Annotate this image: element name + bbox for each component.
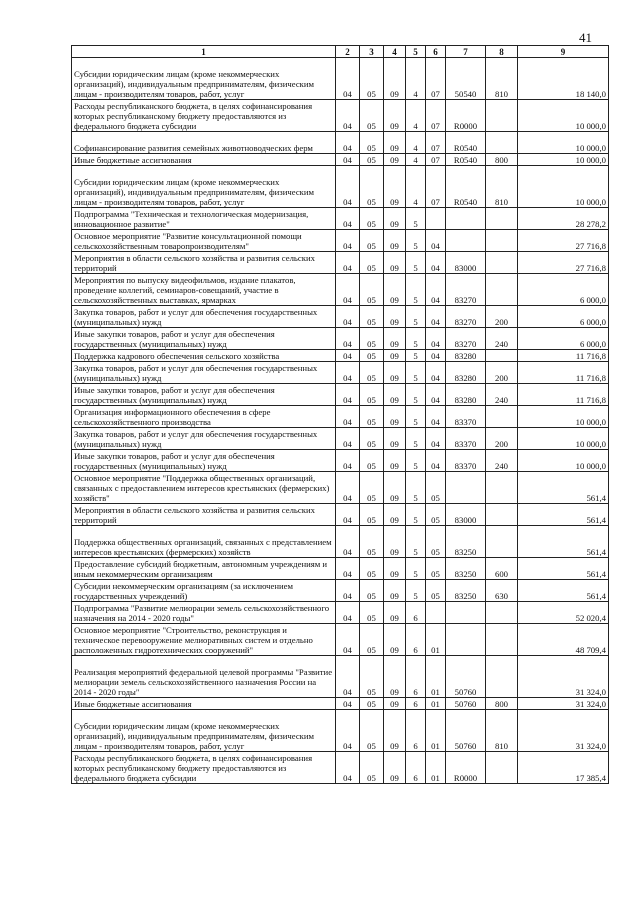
code-cell: 09	[384, 166, 406, 208]
code-cell: 04	[336, 698, 360, 710]
amount-cell: 28 278,2	[518, 208, 609, 230]
column-header: 5	[406, 46, 426, 58]
table-row	[72, 384, 609, 406]
code-cell: 01	[426, 698, 446, 710]
code-cell: 04	[336, 100, 360, 132]
code-cell: 05	[360, 558, 384, 580]
code-cell	[486, 406, 518, 428]
amount-cell: 18 140,0	[518, 58, 609, 100]
code-cell: 09	[384, 154, 406, 166]
row-name-cell: Поддержка кадрового обеспечения сельского хозяйства	[72, 350, 336, 362]
column-header: 4	[384, 46, 406, 58]
table-row	[72, 350, 609, 362]
row-name-cell: Иные закупки товаров, работ и услуг для обеспечения государственных (муниципальных) нужд	[72, 384, 336, 406]
code-cell: 5	[406, 362, 426, 384]
code-cell: 04	[336, 154, 360, 166]
code-cell: 04	[336, 132, 360, 154]
code-cell: 05	[360, 362, 384, 384]
row-name-cell: Субсидии юридическим лицам (кроме некоммерческих организаций), индивидуальным предпринимателям, физическим лицам - производителям товаров, работ, услуг	[72, 166, 336, 208]
code-cell: 05	[360, 710, 384, 752]
amount-cell: 561,4	[518, 504, 609, 526]
code-cell: 05	[360, 58, 384, 100]
column-header: 1	[72, 46, 336, 58]
code-cell: 09	[384, 602, 406, 624]
code-cell: R0540	[446, 166, 486, 208]
code-cell: 04	[336, 406, 360, 428]
code-cell: 04	[336, 450, 360, 472]
code-cell: 09	[384, 450, 406, 472]
table-row	[72, 624, 609, 656]
code-cell: 5	[406, 230, 426, 252]
code-cell: 04	[426, 362, 446, 384]
code-cell: 09	[384, 428, 406, 450]
amount-cell: 10 000,0	[518, 166, 609, 208]
table-row	[72, 132, 609, 154]
code-cell: 810	[486, 166, 518, 208]
table-row	[72, 710, 609, 752]
code-cell: 83000	[446, 252, 486, 274]
code-cell: 83270	[446, 274, 486, 306]
amount-cell: 10 000,0	[518, 428, 609, 450]
code-cell	[486, 230, 518, 252]
code-cell: 5	[406, 208, 426, 230]
table-row	[72, 428, 609, 450]
code-cell: 6	[406, 624, 426, 656]
code-cell: 5	[406, 252, 426, 274]
code-cell: 05	[360, 154, 384, 166]
row-name-cell: Субсидии юридическим лицам (кроме некоммерческих организаций), индивидуальным предпринимателям, физическим лицам - производителям товаров, работ, услуг	[72, 710, 336, 752]
amount-cell: 31 324,0	[518, 656, 609, 698]
row-name-cell: Подпрограмма "Развитие мелиорации земель сельскохозяйственного назначения на 2014 - 2020 годы"	[72, 602, 336, 624]
code-cell: 04	[426, 252, 446, 274]
table-row	[72, 100, 609, 132]
code-cell: 83370	[446, 450, 486, 472]
code-cell: 09	[384, 526, 406, 558]
code-cell: 5	[406, 350, 426, 362]
table-row	[72, 504, 609, 526]
code-cell: 05	[360, 698, 384, 710]
code-cell: 04	[426, 230, 446, 252]
table-header-row	[72, 46, 609, 58]
column-header: 2	[336, 46, 360, 58]
amount-cell: 10 000,0	[518, 100, 609, 132]
code-cell: 05	[360, 328, 384, 350]
code-cell: 05	[360, 230, 384, 252]
code-cell: 04	[336, 504, 360, 526]
code-cell: 4	[406, 58, 426, 100]
code-cell	[486, 252, 518, 274]
code-cell: 800	[486, 154, 518, 166]
code-cell: R0000	[446, 100, 486, 132]
table-row	[72, 752, 609, 784]
code-cell: 04	[426, 306, 446, 328]
code-cell: 50760	[446, 710, 486, 752]
budget-table	[71, 45, 609, 784]
code-cell: 05	[426, 472, 446, 504]
code-cell: 200	[486, 362, 518, 384]
code-cell: 04	[336, 526, 360, 558]
code-cell: 600	[486, 558, 518, 580]
code-cell: 04	[336, 428, 360, 450]
code-cell: 05	[426, 526, 446, 558]
code-cell: 240	[486, 328, 518, 350]
code-cell	[486, 624, 518, 656]
table-row	[72, 526, 609, 558]
table-row	[72, 154, 609, 166]
code-cell: 07	[426, 154, 446, 166]
row-name-cell: Субсидии некоммерческим организациям (за исключением государственных учреждений)	[72, 580, 336, 602]
code-cell: 05	[360, 450, 384, 472]
code-cell: 04	[336, 252, 360, 274]
code-cell: 5	[406, 406, 426, 428]
table-row	[72, 306, 609, 328]
code-cell: 5	[406, 504, 426, 526]
code-cell: 04	[336, 208, 360, 230]
code-cell: 09	[384, 752, 406, 784]
code-cell: 05	[360, 406, 384, 428]
code-cell: 83280	[446, 384, 486, 406]
code-cell: 83370	[446, 428, 486, 450]
code-cell: 6	[406, 752, 426, 784]
table-row	[72, 450, 609, 472]
code-cell: 6	[406, 656, 426, 698]
code-cell: 6	[406, 698, 426, 710]
code-cell: 05	[360, 384, 384, 406]
amount-cell: 31 324,0	[518, 710, 609, 752]
code-cell: 4	[406, 166, 426, 208]
code-cell: 09	[384, 504, 406, 526]
code-cell: 50760	[446, 698, 486, 710]
code-cell: 04	[336, 624, 360, 656]
code-cell: 05	[360, 526, 384, 558]
column-header: 6	[426, 46, 446, 58]
table-row	[72, 580, 609, 602]
code-cell: 09	[384, 58, 406, 100]
code-cell: 5	[406, 526, 426, 558]
row-name-cell: Основное мероприятие "Поддержка общественных организаций, связанных с предоставлением интересов крестьянских (фермерских) хозяйств"	[72, 472, 336, 504]
code-cell: 04	[336, 306, 360, 328]
code-cell: 09	[384, 656, 406, 698]
row-name-cell: Расходы республиканского бюджета, в целях софинансирования которых республиканскому бюджету предоставляются из федерального бюджета субсидии	[72, 752, 336, 784]
code-cell: 04	[426, 328, 446, 350]
code-cell: 5	[406, 328, 426, 350]
amount-cell: 48 709,4	[518, 624, 609, 656]
code-cell: 04	[426, 350, 446, 362]
row-name-cell: Иные бюджетные ассигнования	[72, 154, 336, 166]
code-cell: 83270	[446, 306, 486, 328]
row-name-cell: Иные бюджетные ассигнования	[72, 698, 336, 710]
code-cell: 05	[360, 208, 384, 230]
code-cell	[486, 656, 518, 698]
code-cell: 04	[336, 752, 360, 784]
code-cell: 5	[406, 306, 426, 328]
table-row	[72, 558, 609, 580]
table-row	[72, 656, 609, 698]
table-row	[72, 230, 609, 252]
code-cell: 04	[426, 450, 446, 472]
code-cell: 09	[384, 624, 406, 656]
code-cell: 83250	[446, 580, 486, 602]
table-row	[72, 252, 609, 274]
code-cell: 04	[336, 58, 360, 100]
code-cell	[486, 100, 518, 132]
code-cell: 05	[360, 350, 384, 362]
code-cell: 5	[406, 274, 426, 306]
code-cell: 09	[384, 132, 406, 154]
table-row	[72, 472, 609, 504]
row-name-cell: Поддержка общественных организаций, связанных с представлением интересов крестьянских (фермерских) хозяйств	[72, 526, 336, 558]
row-name-cell: Субсидии юридическим лицам (кроме некоммерческих организаций), индивидуальным предпринимателям, физическим лицам - производителям товаров, работ, услуг	[72, 58, 336, 100]
code-cell: 09	[384, 384, 406, 406]
code-cell: 04	[336, 558, 360, 580]
code-cell: 07	[426, 132, 446, 154]
code-cell: 04	[336, 350, 360, 362]
row-name-cell: Подпрограмма "Техническая и технологическая модернизация, инновационное развитие"	[72, 208, 336, 230]
code-cell: 5	[406, 472, 426, 504]
code-cell: 810	[486, 710, 518, 752]
code-cell: 5	[406, 580, 426, 602]
code-cell: 83250	[446, 526, 486, 558]
code-cell: 4	[406, 100, 426, 132]
code-cell: 05	[360, 306, 384, 328]
code-cell: 05	[360, 624, 384, 656]
code-cell: 04	[336, 362, 360, 384]
code-cell: 5	[406, 428, 426, 450]
row-name-cell: Закупка товаров, работ и услуг для обеспечения государственных (муниципальных) нужд	[72, 428, 336, 450]
code-cell: 4	[406, 132, 426, 154]
code-cell: 240	[486, 384, 518, 406]
amount-cell: 10 000,0	[518, 406, 609, 428]
code-cell: R0540	[446, 154, 486, 166]
table-row	[72, 274, 609, 306]
code-cell: 05	[360, 472, 384, 504]
amount-cell: 6 000,0	[518, 328, 609, 350]
row-name-cell: Расходы республиканского бюджета, в целях софинансирования которых республиканскому бюджету предоставляются из федерального бюджета субсидии	[72, 100, 336, 132]
code-cell: 05	[360, 166, 384, 208]
code-cell: 6	[406, 710, 426, 752]
table-row	[72, 58, 609, 100]
amount-cell: 561,4	[518, 558, 609, 580]
column-header: 7	[446, 46, 486, 58]
code-cell	[486, 602, 518, 624]
code-cell: 83250	[446, 558, 486, 580]
amount-cell: 31 324,0	[518, 698, 609, 710]
code-cell	[486, 472, 518, 504]
column-header: 8	[486, 46, 518, 58]
code-cell: 01	[426, 624, 446, 656]
code-cell: R0000	[446, 752, 486, 784]
code-cell: 05	[360, 428, 384, 450]
code-cell: 6	[406, 602, 426, 624]
amount-cell: 561,4	[518, 526, 609, 558]
code-cell: 04	[336, 656, 360, 698]
code-cell: 07	[426, 166, 446, 208]
code-cell: 09	[384, 472, 406, 504]
code-cell	[486, 350, 518, 362]
row-name-cell: Основное мероприятие "Строительство, реконструкция и техническое перевооружение мелиоративных систем и отдельно расположенных гидротехнических сооружений"	[72, 624, 336, 656]
code-cell: 07	[426, 100, 446, 132]
row-name-cell: Предоставление субсидий бюджетным, автономным учреждениям и иным некоммерческим организациям	[72, 558, 336, 580]
code-cell: 5	[406, 558, 426, 580]
code-cell: 09	[384, 406, 406, 428]
code-cell: 05	[360, 752, 384, 784]
code-cell: 04	[336, 472, 360, 504]
code-cell: 5	[406, 384, 426, 406]
row-name-cell: Мероприятия по выпуску видеофильмов, издание плакатов, проведение коллегий, семинаров-совещаний, участие в сельскохозяйственных выставках, ярмарках	[72, 274, 336, 306]
code-cell: 05	[426, 580, 446, 602]
code-cell	[446, 230, 486, 252]
row-name-cell: Мероприятия в области сельского хозяйства и развития сельских территорий	[72, 504, 336, 526]
amount-cell: 10 000,0	[518, 450, 609, 472]
code-cell: R0540	[446, 132, 486, 154]
code-cell	[486, 526, 518, 558]
code-cell: 05	[360, 602, 384, 624]
code-cell: 09	[384, 328, 406, 350]
amount-cell: 17 385,4	[518, 752, 609, 784]
row-name-cell: Иные закупки товаров, работ и услуг для обеспечения государственных (муниципальных) нужд	[72, 328, 336, 350]
code-cell: 50760	[446, 656, 486, 698]
amount-cell: 6 000,0	[518, 306, 609, 328]
row-name-cell: Иные закупки товаров, работ и услуг для обеспечения государственных (муниципальных) нужд	[72, 450, 336, 472]
code-cell	[426, 208, 446, 230]
code-cell: 01	[426, 752, 446, 784]
amount-cell: 561,4	[518, 580, 609, 602]
code-cell: 09	[384, 558, 406, 580]
code-cell: 04	[336, 166, 360, 208]
code-cell: 04	[336, 580, 360, 602]
code-cell: 5	[406, 450, 426, 472]
code-cell: 04	[336, 230, 360, 252]
code-cell: 83280	[446, 350, 486, 362]
code-cell: 83000	[446, 504, 486, 526]
code-cell: 04	[426, 384, 446, 406]
code-cell: 05	[360, 132, 384, 154]
code-cell: 04	[336, 602, 360, 624]
code-cell	[486, 132, 518, 154]
code-cell: 04	[336, 384, 360, 406]
table-row	[72, 208, 609, 230]
code-cell: 05	[360, 504, 384, 526]
code-cell: 240	[486, 450, 518, 472]
row-name-cell: Софинансирование развития семейных животноводческих ферм	[72, 132, 336, 154]
page-number: 41	[579, 30, 592, 45]
code-cell	[486, 504, 518, 526]
code-cell	[446, 624, 486, 656]
row-name-cell: Мероприятия в области сельского хозяйства и развития сельских территорий	[72, 252, 336, 274]
amount-cell: 10 000,0	[518, 132, 609, 154]
table-row	[72, 166, 609, 208]
code-cell	[446, 208, 486, 230]
code-cell	[426, 602, 446, 624]
code-cell: 83370	[446, 406, 486, 428]
amount-cell: 6 000,0	[518, 274, 609, 306]
code-cell: 09	[384, 362, 406, 384]
amount-cell: 52 020,4	[518, 602, 609, 624]
amount-cell: 27 716,8	[518, 230, 609, 252]
code-cell: 09	[384, 252, 406, 274]
code-cell	[486, 274, 518, 306]
code-cell	[446, 472, 486, 504]
code-cell: 09	[384, 274, 406, 306]
code-cell: 05	[360, 656, 384, 698]
code-cell: 04	[426, 428, 446, 450]
table-row	[72, 328, 609, 350]
table-row	[72, 698, 609, 710]
code-cell: 01	[426, 656, 446, 698]
code-cell: 05	[426, 558, 446, 580]
code-cell: 04	[426, 406, 446, 428]
amount-cell: 11 716,8	[518, 362, 609, 384]
code-cell: 07	[426, 58, 446, 100]
code-cell: 09	[384, 350, 406, 362]
amount-cell: 10 000,0	[518, 154, 609, 166]
row-name-cell: Реализация мероприятий федеральной целевой программы "Развитие мелиорации земель сельскохозяйственного назначения России на 2014 - 2020 годы"	[72, 656, 336, 698]
code-cell: 04	[426, 274, 446, 306]
amount-cell: 561,4	[518, 472, 609, 504]
code-cell: 09	[384, 208, 406, 230]
code-cell: 83280	[446, 362, 486, 384]
code-cell	[446, 602, 486, 624]
code-cell: 83270	[446, 328, 486, 350]
code-cell: 200	[486, 428, 518, 450]
code-cell: 200	[486, 306, 518, 328]
code-cell: 05	[360, 100, 384, 132]
row-name-cell: Основное мероприятие "Развитие консультационной помощи сельскохозяйственным товаропроизводителям"	[72, 230, 336, 252]
code-cell: 01	[426, 710, 446, 752]
code-cell	[486, 752, 518, 784]
code-cell: 09	[384, 230, 406, 252]
table-row	[72, 602, 609, 624]
code-cell: 09	[384, 710, 406, 752]
code-cell: 05	[360, 580, 384, 602]
amount-cell: 27 716,8	[518, 252, 609, 274]
code-cell: 09	[384, 306, 406, 328]
code-cell: 09	[384, 698, 406, 710]
code-cell: 05	[426, 504, 446, 526]
code-cell: 09	[384, 580, 406, 602]
code-cell: 04	[336, 710, 360, 752]
code-cell: 800	[486, 698, 518, 710]
amount-cell: 11 716,8	[518, 384, 609, 406]
code-cell: 4	[406, 154, 426, 166]
row-name-cell: Закупка товаров, работ и услуг для обеспечения государственных (муниципальных) нужд	[72, 306, 336, 328]
column-header: 3	[360, 46, 384, 58]
code-cell: 05	[360, 274, 384, 306]
code-cell: 09	[384, 100, 406, 132]
row-name-cell: Закупка товаров, работ и услуг для обеспечения государственных (муниципальных) нужд	[72, 362, 336, 384]
code-cell: 04	[336, 274, 360, 306]
code-cell: 630	[486, 580, 518, 602]
amount-cell: 11 716,8	[518, 350, 609, 362]
table-row	[72, 406, 609, 428]
column-header: 9	[518, 46, 609, 58]
code-cell	[486, 208, 518, 230]
code-cell: 04	[336, 328, 360, 350]
table-row	[72, 362, 609, 384]
code-cell: 50540	[446, 58, 486, 100]
row-name-cell: Организация информационного обеспечения в сфере сельскохозяйственного производства	[72, 406, 336, 428]
code-cell: 810	[486, 58, 518, 100]
code-cell: 05	[360, 252, 384, 274]
